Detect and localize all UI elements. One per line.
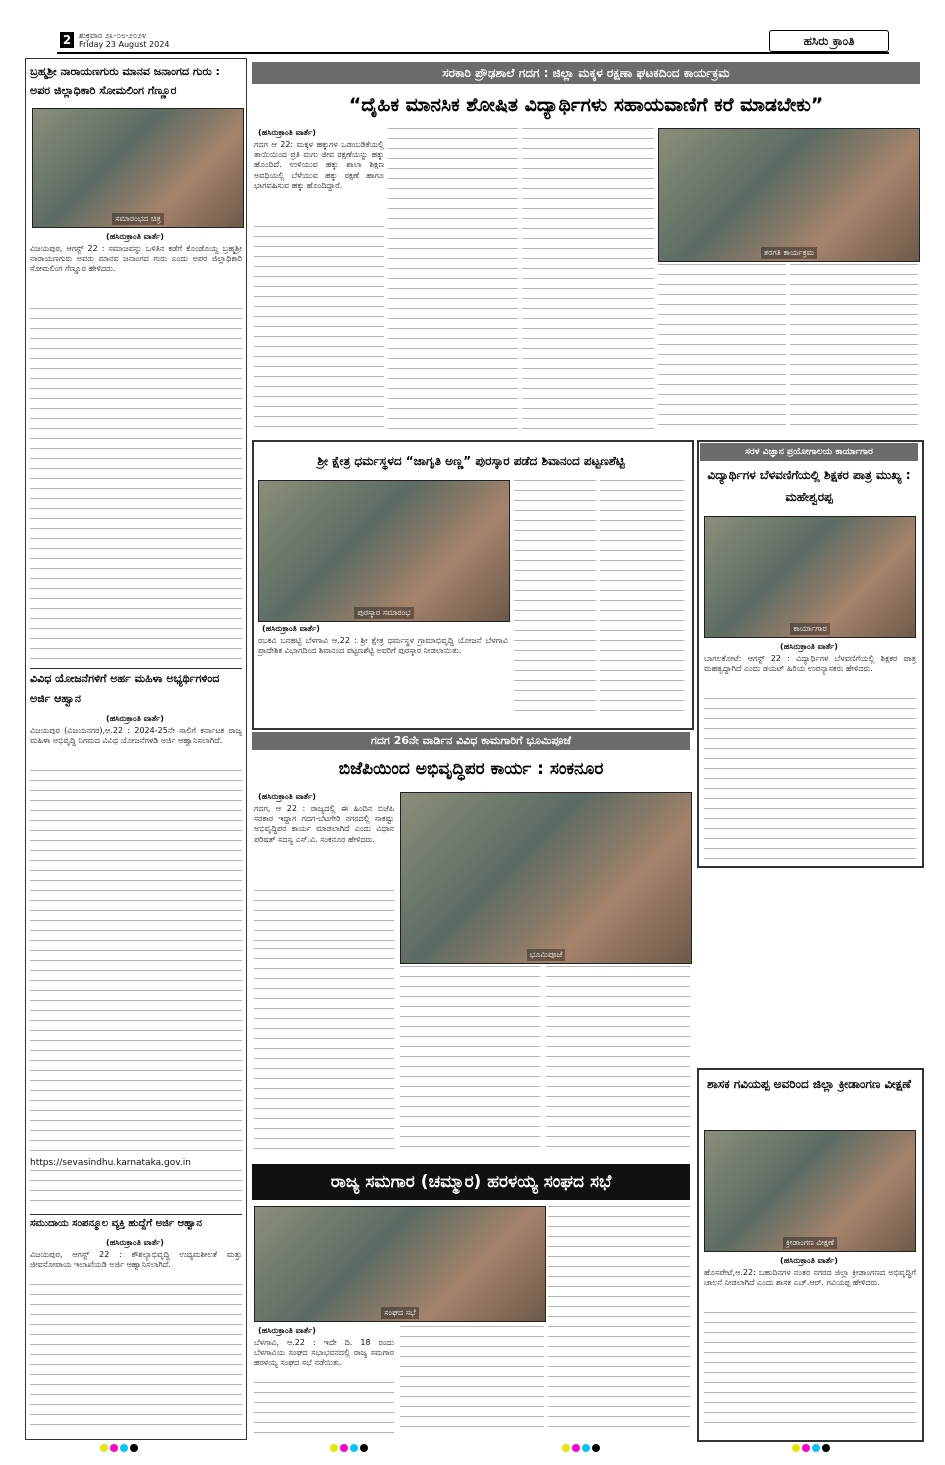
award-lead: ರಬಕವಿ ಬನಹಟ್ಟಿ ಬೆಳಗಾವಿ ಆ.22 : ಶ್ರೀ ಕ್ಷೇತ್ರ ಧರ್ಮಸ್ಥಳ ಗ್ರಾಮಾಭಿವೃದ್ಧಿ ಯೋಜನೆ ಬೆಳಗಾವಿ ಪ್ರಾದೇಶಿಕ ವಿಭಾಗದಿಂದ ಶಿವಾನಂದ ಪಟ್ಟಣಶೆಟ್ಟಿ ಅವರಿಗೆ ಪುರಸ್ಕಾರ ನೀಡಲಾಯಿತು. <box>258 636 508 656</box>
left-story1-body <box>30 308 242 662</box>
gadag-lead: ಗದಗ, ಆ 22 : ರಾಜ್ಯದಲ್ಲಿ ಈ ಹಿಂದಿನ ಬಿಜೆಪಿ ಸರಕಾರ ಇದ್ದಾಗ ಗದಗ-ಬೆಟಗೇರಿ ನಗರದಲ್ಲಿ ಸಾಕಷ್ಟು ಅಭಿವೃದ್ಧಿಪರ ಕಾರ್ಯ ಮಾಡಲಾಗಿದೆ ಎಂದು ವಿಧಾನ ಪರಿಷತ್ ಸದಸ್ಯ ಎಸ್.ವಿ. ಸಂಕನೂರ ಹೇಳಿದರು. <box>254 804 394 844</box>
gadag-headline: ಬಿಜೆಪಿಯಿಂದ ಅಭಿವೃದ್ಧಿಪರ ಕಾರ್ಯ : ಸಂಕನೂರ <box>338 759 604 779</box>
main-byline: (ಹಸಿರುಕ್ರಾಂತಿ ವಾರ್ತೆ) <box>258 128 316 137</box>
left-story2-headline: ವಿವಿಧ ಯೋಜನೆಗಳಿಗೆ ಅರ್ಹ ಮಹಿಳಾ ಅಭ್ಯರ್ಥಿಗಳಿಂದ ಅರ್ಜಿ ಆಹ್ವಾನ <box>30 668 242 711</box>
samagara-body-col1 <box>254 1382 394 1434</box>
left-story3-headline: ಸಮುದಾಯ ಸಂಪನ್ಮೂಲ ವ್ಯಕ್ತಿ ಹುದ್ದೆಗೆ ಅರ್ಜಿ ಆಹ್ವಾನ <box>30 1214 242 1235</box>
main-body-col1 <box>254 226 384 434</box>
science-photo: ಕಾರ್ಯಾಗಾರ <box>704 516 916 638</box>
main-lead: ಗದಗ ಆ 22: ಮಕ್ಕಳ ಹಕ್ಕುಗಳ ಒಡಂಬಡಿಕೆಯಲ್ಲಿ ತಾಯಿಯಿಂದ ಪ್ರತಿ ಮಗು ಜೀವ ರಕ್ಷಣೆಯನ್ನು ಹಕ್ಕು ಹೊಂದಿದೆ. ಉಳಿಯುವ ಹಕ್ಕು ಶಾಲಾ ಶಿಕ್ಷಣ ಅವಧಿಯಲ್ಲಿ ಬೆಳೆಯುವ ಹಕ್ಕು ರಕ್ಷಣೆ ಹಾಗೂ ಭಾಗವಹಿಸುವ ಹಕ್ಕು ಹೊಂದಿದ್ದಾರೆ. <box>254 140 384 190</box>
main-body-col3 <box>522 128 654 434</box>
main-photo: ತರಗತಿ ಕಾರ್ಯಕ್ರಮ <box>658 128 920 262</box>
samagara-body-col2 <box>400 1326 544 1434</box>
samagara-lead: ಬೆಳಗಾವಿ, ಆ.22 : ಇದೇ ದಿ. 18 ರಂದು ಬೆಳಗಾವಿಯ ಸಂಘದ ಸಭಾಭವನದಲ್ಲಿ ರಾಜ್ಯ ಸಮಗಾರ ಹರಳಯ್ಯ ಸಂಘದ ಸಭೆ ನಡೆಯಿತು. <box>254 1338 394 1368</box>
left-story1-lead: ವಿಜಯಪುರ, ಆಗಸ್ಟ್ 22 : ಸಮಾಜವನ್ನು ಒಳಿತಿನ ಕಡೆಗೆ ಕೊಂಡೊಯ್ದ ಬ್ರಹ್ಮಶ್ರೀ ನಾರಾಯಣಗುರು ಅವರು ಮಾನವ ಜನಾಂಗದ ಗುರು ಎಂದು ಅಪರ ಜಿಲ್ಲಾಧಿಕಾರಿ ಸೋಮಲಿಂಗ ಗೆಣ್ಣೂರ ಹೇಳಿದರು. <box>30 244 242 274</box>
date-kannada: ಶುಕ್ರವಾರ ೨೩-೦೮-೨೦೨೪ <box>79 31 147 40</box>
left-story2-body-end <box>30 1170 242 1210</box>
left-story1-byline: (ಹಸಿರುಕ್ರಾಂತಿ ವಾರ್ತೆ) <box>106 232 164 241</box>
left-story2-lead: ವಿಜಯಪುರ (ವಿಜಯನಗರ),ಆ.22 : 2024-25ನೇ ಸಾಲಿಗೆ ಕರ್ನಾಟಕ ರಾಜ್ಯ ಮಹಿಳಾ ಅಭಿವೃದ್ಧಿ ನಿಗಮದ ವಿವಿಧ ಯೋಜನೆಗಳಡಿ ಅರ್ಜಿ ಆಹ್ವಾನಿಸಲಾಗಿದೆ. <box>30 726 242 746</box>
date-english: Friday 23 August 2024 <box>79 40 170 49</box>
stadium-byline: (ಹಸಿರುಕ್ರಾಂತಿ ವಾರ್ತೆ) <box>780 1256 838 1265</box>
main-kicker: ಸರಕಾರಿ ಪ್ರೌಢಶಾಲೆ ಗದಗ : ಜಿಲ್ಲಾ ಮಕ್ಕಳ ರಕ್ಷಣಾ ಘಟಕದಿಂದ ಕಾರ್ಯಕ್ರಮ <box>252 62 920 84</box>
gadag-body-col1b <box>254 948 394 1156</box>
paper-name: ಹಸಿರು ಕ್ರಾಂತಿ <box>769 30 889 52</box>
stadium-photo: ಕ್ರೀಡಾಂಗಣ ವೀಕ್ಷಣೆ <box>704 1130 916 1252</box>
award-byline: (ಹಸಿರುಕ್ರಾಂತಿ ವಾರ್ತೆ) <box>262 624 320 633</box>
main-body-col5 <box>790 264 918 434</box>
left-story2-body <box>30 770 242 1156</box>
main-headline: “ದೈಹಿಕ ಮಾನಸಿಕ ಶೋಷಿತ ವಿದ್ಯಾರ್ಥಿಗಳು ಸಹಾಯವಾಣಿಗೆ ಕರೆ ಮಾಡಬೇಕು” <box>348 94 824 116</box>
page-number: 2 <box>60 32 74 48</box>
left-story3-body <box>30 1284 242 1434</box>
science-body <box>704 698 916 860</box>
award-headline: ಶ್ರೀ ಕ್ಷೇತ್ರ ಧರ್ಮಸ್ಥಳದ “ಜಾಗೃತಿ ಅಣ್ಣ” ಪುರಸ್ಕಾರ ಪಡೆದ ಶಿವಾನಂದ ಪಟ್ಟಣಶೆಟ್ಟಿ <box>317 454 625 468</box>
award-photo: ಪುರಸ್ಕಾರ ಸಮಾರಂಭ <box>258 480 510 622</box>
gadag-photo: ಭೂಮಿಪೂಜೆ <box>400 792 692 964</box>
stadium-headline: ಶಾಸಕ ಗವಿಯಪ್ಪ ಅವರಿಂದ ಜಿಲ್ಲಾ ಕ್ರೀಡಾಂಗಣ ವೀಕ್ಷಣೆ <box>707 1077 911 1091</box>
samagara-headline: ರಾಜ್ಯ ಸಮಗಾರ (ಚಮ್ಮಾರ) ಹರಳಯ್ಯ ಸಂಘದ ಸಭೆ <box>252 1164 690 1200</box>
samagara-photo: ಸಂಘದ ಸಭೆ <box>254 1206 546 1322</box>
science-headline: ವಿದ್ಯಾರ್ಥಿಗಳ ಬೆಳವಣಿಗೆಯಲ್ಲಿ ಶಿಕ್ಷಕರ ಪಾತ್ರ ಮುಖ್ಯ : ಮಹೇಶ್ವರಪ್ಪ <box>707 468 911 504</box>
main-body-col4 <box>658 264 786 434</box>
gadag-body-col1 <box>254 890 394 946</box>
registration-marks <box>0 1444 945 1458</box>
masthead <box>57 30 889 54</box>
gadag-body-col2 <box>400 966 540 1156</box>
stadium-body <box>704 1312 916 1432</box>
gadag-byline: (ಹಸಿರುಕ್ರಾಂತಿ ವಾರ್ತೆ) <box>258 792 316 801</box>
samagara-body-col3 <box>548 1206 690 1434</box>
left-story1-headline: ಬ್ರಹ್ಮಶ್ರೀ ನಾರಾಯಣಗುರು ಮಾನವ ಜನಾಂಗದ ಗುರು : ಅಪರ ಜಿಲ್ಲಾಧಿಕಾರಿ ಸೋಮಲಿಂಗ ಗೆಣ್ಣೂರ <box>30 65 220 97</box>
left-story2-byline: (ಹಸಿರುಕ್ರಾಂತಿ ವಾರ್ತೆ) <box>106 714 164 723</box>
science-lead: ಬಾಗಲಕೋಟೆ: ಆಗಸ್ಟ್ 22 : ವಿದ್ಯಾರ್ಥಿಗಳ ಬೆಳವಣಿಗೆಯಲ್ಲಿ ಶಿಕ್ಷಕರ ಪಾತ್ರ ಮಹತ್ವದ್ದಾಗಿದೆ ಎಂದು ಡಯಟ್ ಹಿರಿಯ ಉಪನ್ಯಾಸಕರು ಹೇಳಿದರು. <box>704 654 916 674</box>
main-body-col2 <box>388 128 518 434</box>
science-kicker: ಸರಳ ವಿಜ್ಞಾನ ಪ್ರಯೋಗಾಲಯ ಕಾರ್ಯಾಗಾರ <box>700 443 918 461</box>
science-byline: (ಹಸಿರುಕ್ರಾಂತಿ ವಾರ್ತೆ) <box>780 642 838 651</box>
award-body-col3 <box>600 480 684 720</box>
award-body-col2 <box>514 480 596 720</box>
sevasindhu-link[interactable]: https://sevasindhu.karnataka.gov.in <box>30 1158 191 1168</box>
left-photo-1: ಸಮಾರಂಭದ ಚಿತ್ರ <box>32 108 244 228</box>
left-story3-byline: (ಹಸಿರುಕ್ರಾಂತಿ ವಾರ್ತೆ) <box>106 1238 164 1247</box>
samagara-byline: (ಹಸಿರುಕ್ರಾಂತಿ ವಾರ್ತೆ) <box>258 1326 316 1335</box>
left-story3-lead: ವಿಜಯಪುರ, ಆಗಸ್ಟ್ 22 : ಕೌಶಲ್ಯಾಭಿವೃದ್ಧಿ ಉದ್ಯಮಶೀಲತೆ ಮತ್ತು ಜೀವನೋಪಾಯ ಇಲಾಖೆಯಡಿ ಅರ್ಜಿ ಆಹ್ವಾನಿಸಲಾಗಿದೆ. <box>30 1250 242 1270</box>
stadium-lead: ಹೊಸಪೇಟೆ,ಆ.22: ಬಹುದಿನಗಳ ನಂತರ ನಗರದ ಜಿಲ್ಲಾ ಕ್ರೀಡಾಂಗಣದ ಅಭಿವೃದ್ಧಿಗೆ ಚಾಲನೆ ನೀಡಲಾಗಿದೆ ಎಂದು ಶಾಸಕ ಎಚ್.ಆರ್. ಗವಿಯಪ್ಪ ಹೇಳಿದರು. <box>704 1268 916 1288</box>
gadag-body-col3 <box>546 966 690 1156</box>
gadag-kicker: ಗದಗ 26ನೇ ವಾರ್ಡಿನ ವಿವಿಧ ಕಾಮಗಾರಿಗೆ ಭೂಮಿಪೂಜೆ <box>252 732 690 750</box>
